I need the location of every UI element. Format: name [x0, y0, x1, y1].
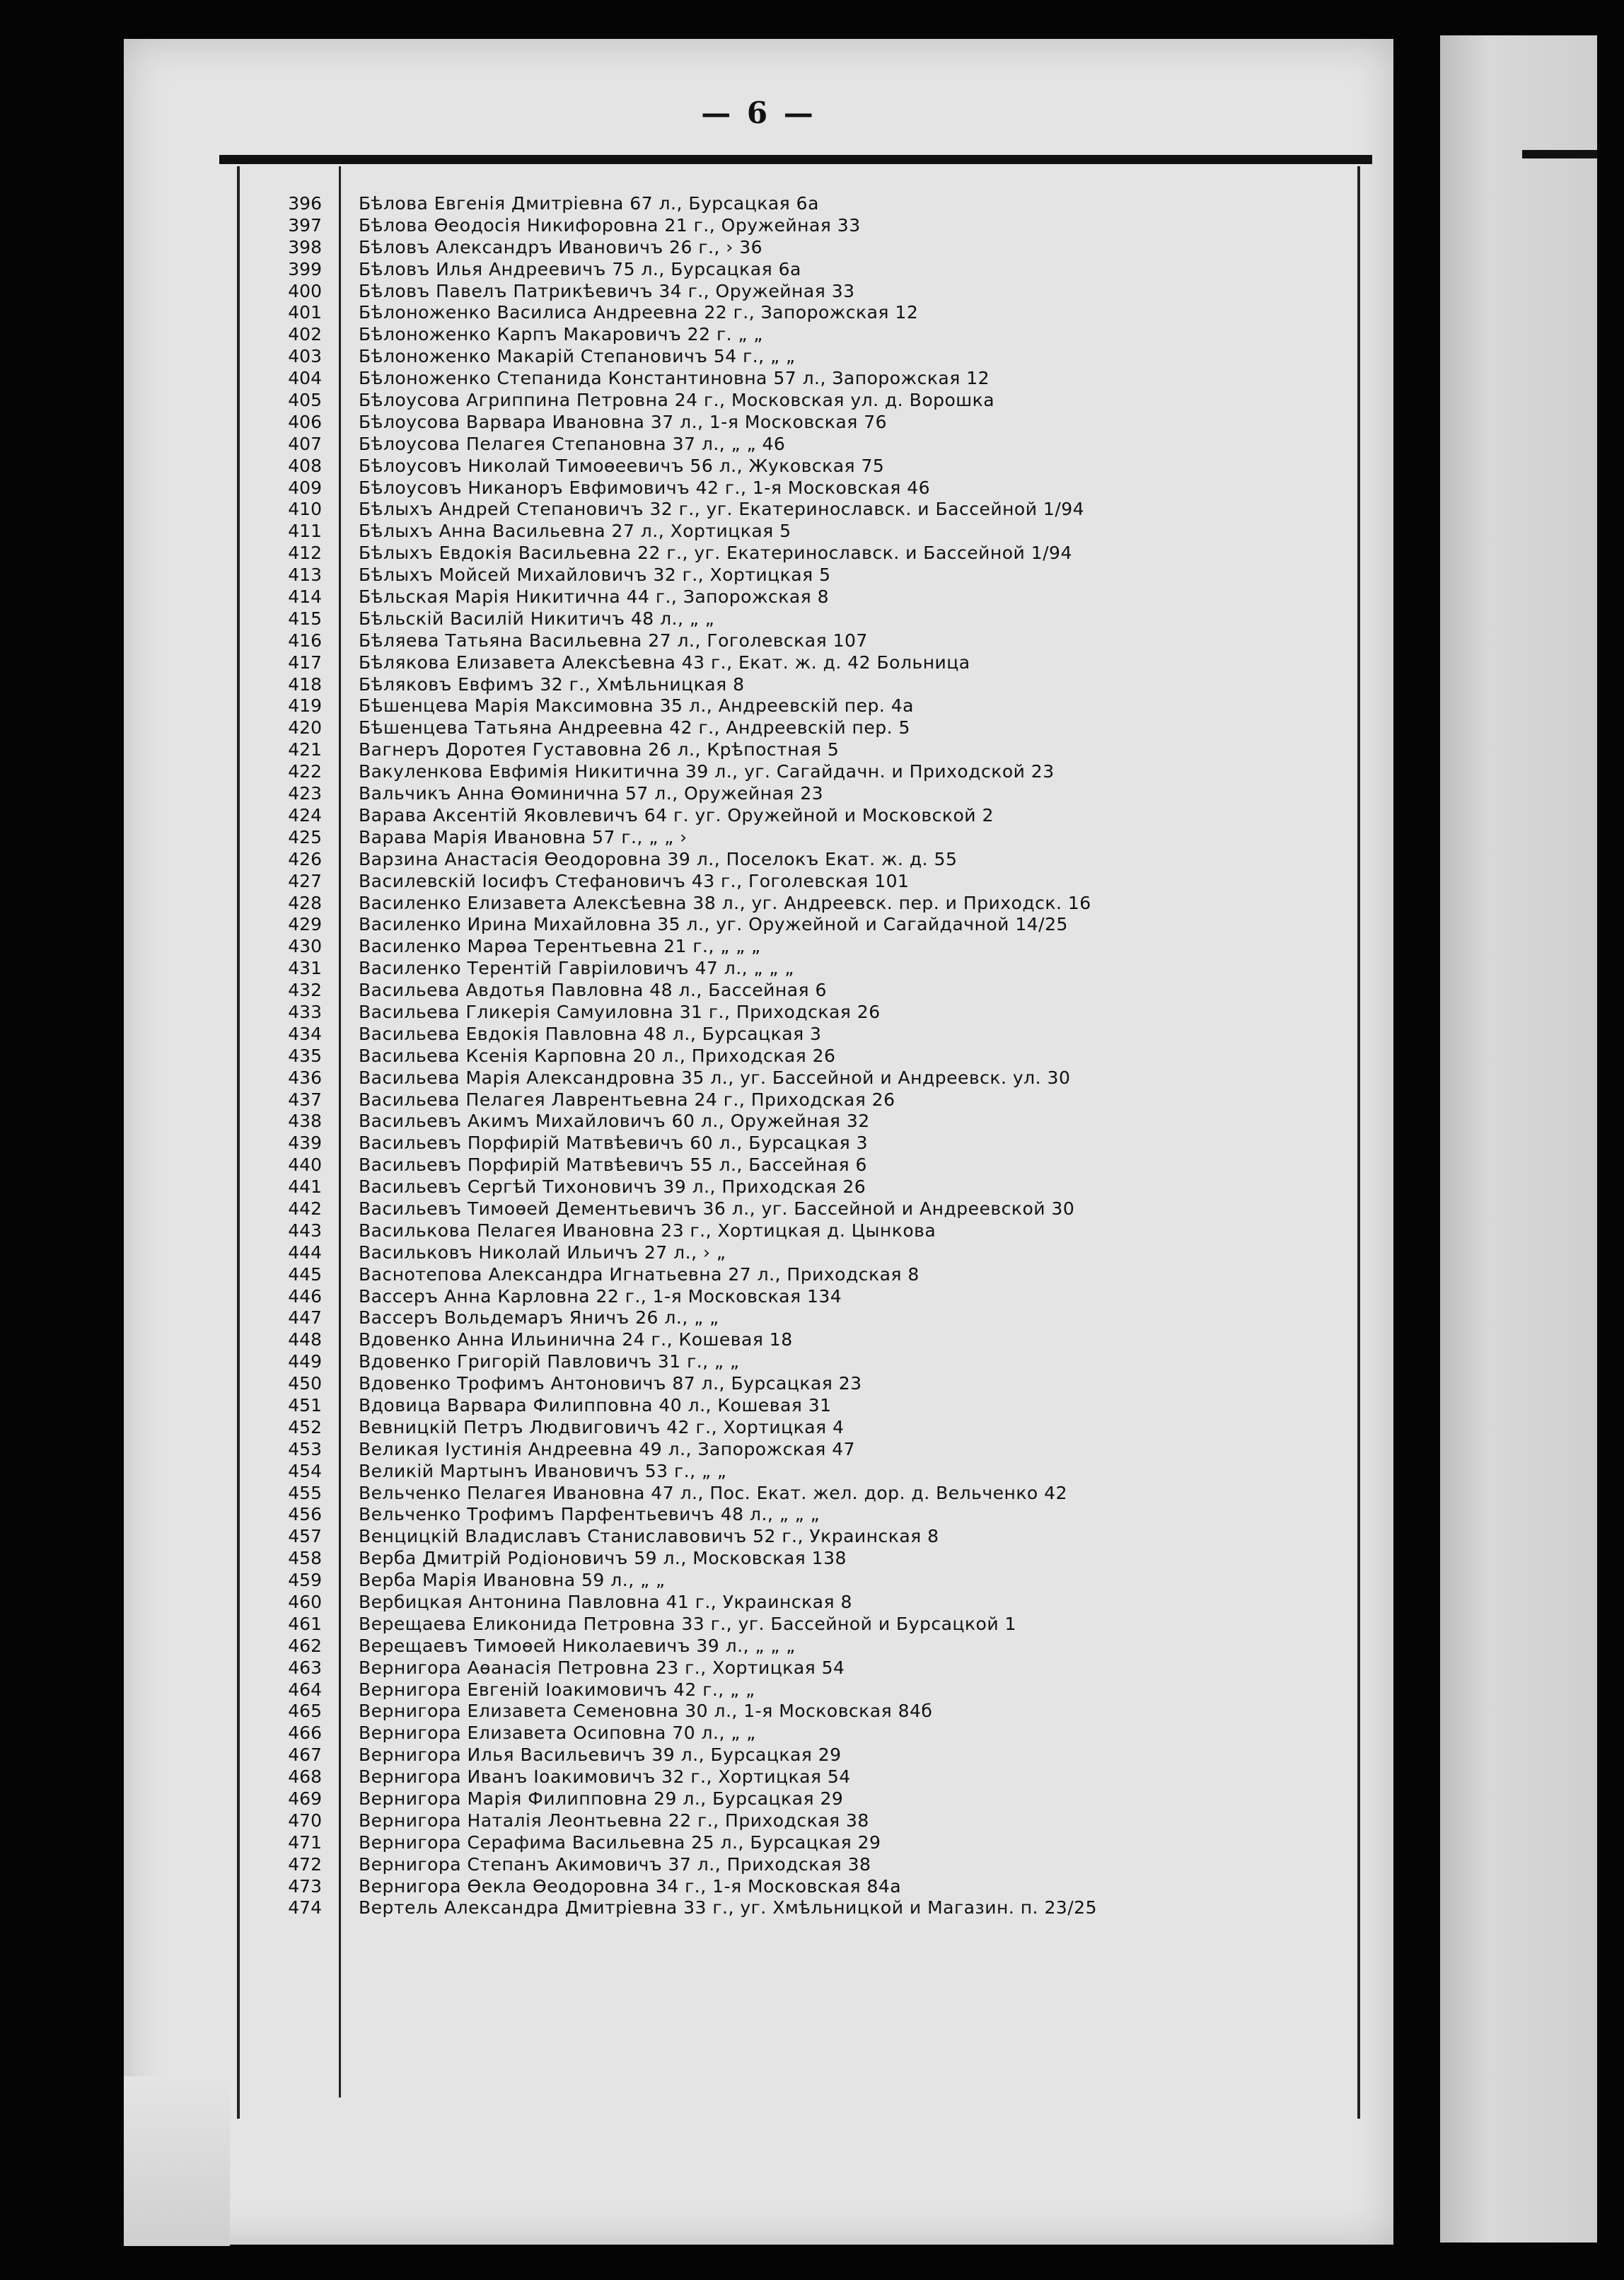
entry-number: 447 [288, 1307, 322, 1329]
table-row [237, 1439, 1340, 1461]
table-row [237, 1089, 1340, 1111]
entry-text: Васильева Марія Александровна 35 л., уг. Бассейной и Андреевск. ул. 30 [359, 1067, 1071, 1088]
entry-number: 411 [288, 521, 322, 542]
table-row [237, 1046, 1340, 1067]
table-row [237, 608, 1340, 630]
entry-text: Вернигора Наталія Леонтьевна 22 г., Приходская 38 [359, 1810, 869, 1831]
table-row [237, 586, 1340, 608]
entry-number: 449 [288, 1351, 322, 1372]
entry-number: 456 [288, 1504, 322, 1525]
entry-number: 438 [288, 1111, 322, 1132]
entry-text: Бѣлоусова Варвара Ивановна 37 л., 1-я Московская 76 [359, 411, 888, 432]
table-row [237, 1810, 1340, 1832]
table-row [237, 1854, 1340, 1876]
entry-text: Бѣлыхъ Мойсей Михайловичъ 32 г., Хортицкая 5 [359, 565, 831, 586]
entry-number: 403 [288, 346, 322, 367]
entry-number: 435 [288, 1045, 322, 1066]
document-page [124, 39, 1393, 2245]
entry-text: Бѣлоусовъ Николай Тимоѳеевичъ 56 л., Жуковская 75 [359, 455, 885, 476]
table-row [237, 1526, 1340, 1548]
table-row [237, 1766, 1340, 1788]
table-row [237, 1024, 1340, 1046]
table-row [237, 1723, 1340, 1744]
table-row [237, 1067, 1340, 1089]
entry-number: 416 [288, 630, 322, 651]
entry-number: 423 [288, 783, 322, 804]
entry-number: 422 [288, 761, 322, 782]
entry-number: 455 [288, 1482, 322, 1503]
entry-text: Вевницкій Петръ Людвиговичъ 42 г., Хортицкая 4 [359, 1416, 845, 1437]
adjacent-page-edge [1440, 35, 1597, 2243]
table-row [237, 1548, 1340, 1570]
entry-text: Варзина Анастасія Ѳеодоровна 39 л., Поселокъ Екат. ж. д. 55 [359, 848, 958, 869]
table-row [237, 761, 1340, 783]
table-row [237, 1198, 1340, 1220]
entry-text: Вернигора Аѳанасія Петровна 23 г., Хортицкая 54 [359, 1657, 845, 1678]
entry-text: Бѣловъ Александръ Ивановичъ 26 г., › 36 [359, 236, 763, 257]
entry-text: Василевскій Іосифъ Стефановичъ 43 г., Гоголевская 101 [359, 870, 910, 891]
table-row [237, 871, 1340, 893]
table-row [237, 1788, 1340, 1810]
table-row [237, 1395, 1340, 1417]
entry-number: 469 [288, 1788, 322, 1810]
entry-text: Бѣшенцева Марія Максимовна 35 л., Андреевскій пер. 4а [359, 695, 914, 717]
entry-text: Вернигора Елизавета Осиповна 70 л., „ „ [359, 1723, 756, 1744]
entry-text: Бѣльская Марія Никитична 44 г., Запорожская 8 [359, 586, 830, 608]
entry-text: Вернигора Евгеній Іоакимовичъ 42 г., „ „ [359, 1679, 755, 1700]
entry-number: 405 [288, 390, 322, 411]
table-row [237, 1417, 1340, 1439]
entry-text: Васильковъ Николай Ильичъ 27 л., › „ [359, 1242, 726, 1263]
entry-number: 473 [288, 1875, 322, 1897]
entry-text: Бѣлоусова Пелагея Степановна 37 л., „ „ 46 [359, 433, 786, 454]
table-row [237, 1176, 1340, 1198]
table-row [237, 368, 1340, 390]
entry-text: Вельченко Трофимъ Парфентьевичъ 48 л., „ „ „ [359, 1504, 820, 1525]
entry-text: Вернигора Илья Васильевичъ 39 л., Бурсацкая 29 [359, 1744, 842, 1766]
entry-text: Васильевъ Тимоѳей Дементьевичъ 36 л., уг. Бассейной и Андреевской 30 [359, 1198, 1075, 1219]
entry-text: Васильевъ Порфирій Матвѣевичъ 60 л., Бурсацкая 3 [359, 1133, 869, 1154]
entry-number: 460 [288, 1592, 322, 1612]
entry-number: 397 [288, 214, 322, 236]
table-row [237, 1614, 1340, 1636]
entry-number: 398 [288, 236, 322, 257]
entry-text: Вдовенко Трофимъ Антоновичъ 87 л., Бурсацкая 23 [359, 1373, 862, 1394]
entry-number: 415 [288, 608, 322, 629]
entry-number: 471 [288, 1831, 322, 1853]
entry-number: 406 [288, 411, 322, 432]
entry-text: Бѣловъ Павелъ Патрикѣевичъ 34 г., Оружейная 33 [359, 280, 855, 301]
table-row [237, 893, 1340, 915]
entry-text: Бѣляковъ Евфимъ 32 г., Хмѣльницкая 8 [359, 673, 745, 695]
entry-number: 451 [288, 1394, 322, 1416]
entry-text: Бѣлыхъ Евдокія Васильевна 22 г., уг. Екатеринославск. и Бассейной 1/94 [359, 543, 1072, 564]
entry-text: Великій Мартынъ Ивановичъ 53 г., „ „ [359, 1460, 727, 1481]
entry-number: 467 [288, 1744, 322, 1766]
table-row [237, 980, 1340, 1002]
entry-number: 421 [288, 739, 322, 760]
entry-text: Верба Дмитрій Родіоновичъ 59 л., Московская 138 [359, 1548, 847, 1569]
entry-text: Бѣлоноженко Степанида Константиновна 57 л., Запорожская 12 [359, 368, 990, 389]
table-row [237, 652, 1340, 674]
entry-text: Вернигора Елизавета Семеновна 30 л., 1-я Московская 84б [359, 1701, 933, 1722]
entry-text: Бѣловъ Илья Андреевичъ 75 л., Бурсацкая 6а [359, 258, 801, 279]
entry-text: Бѣльскій Василій Никитичъ 48 л., „ „ [359, 608, 715, 629]
entry-text: Вдовенко Анна Ильинична 24 г., Кошевая 18 [359, 1329, 793, 1350]
entry-text: Верещаева Еликонида Петровна 33 г., уг. Бассейной и Бурсацкой 1 [359, 1613, 1016, 1634]
entry-text: Вернигора Марія Филипповна 29 л., Бурсацкая 29 [359, 1788, 844, 1810]
table-row [237, 1483, 1340, 1505]
entry-text: Васильева Ксенія Карповна 20 л., Приходская 26 [359, 1045, 836, 1066]
entry-text: Бѣлыхъ Андрей Степановичъ 32 г., уг. Екатеринославск. и Бассейной 1/94 [359, 499, 1085, 520]
entry-text: Васильева Гликерія Самуиловна 31 г., Приходская 26 [359, 1001, 881, 1022]
table-row [237, 1264, 1340, 1286]
table-row [237, 1351, 1340, 1373]
entry-number: 453 [288, 1438, 322, 1459]
entry-number: 470 [288, 1810, 322, 1831]
table-row [237, 1657, 1340, 1679]
entry-text: Васильева Авдотья Павловна 48 л., Бассейная 6 [359, 980, 827, 1001]
entry-text: Верба Марія Ивановна 59 л., „ „ [359, 1570, 666, 1591]
entry-text: Васильева Пелагея Лаврентьевна 24 г., Приходская 26 [359, 1089, 895, 1110]
entry-number: 452 [288, 1416, 322, 1437]
entries-list [237, 193, 1340, 1919]
entry-number: 408 [288, 455, 322, 476]
header-rule [219, 155, 1372, 164]
entry-text: Великая Іустинія Андреевна 49 л., Запорожская 47 [359, 1438, 856, 1459]
entry-text: Васильевъ Порфирій Матвѣевичъ 55 л., Бассейная 6 [359, 1155, 867, 1176]
entry-text: Василенко Марѳа Терентьевна 21 г., „ „ „ [359, 936, 761, 957]
entry-text: Бѣлова Евгенія Дмитріевна 67 л., Бурсацкая 6а [359, 193, 819, 214]
entry-text: Вассеръ Анна Карловна 22 г., 1-я Московская 134 [359, 1285, 842, 1307]
entry-number: 414 [288, 586, 322, 608]
table-row [237, 346, 1340, 368]
entry-number: 412 [288, 543, 322, 564]
entry-number: 464 [288, 1679, 322, 1700]
entry-number: 459 [288, 1570, 322, 1591]
table-row [237, 849, 1340, 871]
table-row [237, 193, 1340, 215]
table-row [237, 1286, 1340, 1308]
entry-number: 465 [288, 1701, 322, 1722]
entry-text: Бѣлоусова Агриппина Петровна 24 г., Московская ул. д. Ворошка [359, 390, 995, 411]
table-row [237, 478, 1340, 499]
entry-number: 458 [288, 1548, 322, 1569]
entry-number: 445 [288, 1263, 322, 1285]
table-row [237, 521, 1340, 543]
entry-number: 444 [288, 1242, 322, 1263]
table-row [237, 412, 1340, 434]
entry-number: 404 [288, 368, 322, 389]
table-row [237, 630, 1340, 652]
entry-number: 409 [288, 477, 322, 498]
entry-number: 474 [288, 1897, 322, 1919]
entry-text: Венцицкій Владиславъ Станиславовичъ 52 г., Украинская 8 [359, 1526, 939, 1547]
entry-number: 457 [288, 1526, 322, 1547]
entry-text: Вернигора Степанъ Акимовичъ 37 л., Приходская 38 [359, 1853, 871, 1875]
entry-number: 437 [288, 1089, 322, 1110]
entry-text: Вертель Александра Дмитріевна 33 г., уг. Хмѣльницкой и Магазин. п. 23/25 [359, 1897, 1097, 1919]
table-row [237, 499, 1340, 521]
table-row [237, 237, 1340, 259]
table-row [237, 281, 1340, 303]
entry-number: 396 [288, 193, 322, 214]
entry-number: 463 [288, 1657, 322, 1678]
table-row [237, 1133, 1340, 1155]
entry-text: Вдовица Варвара Филипповна 40 л., Кошевая 31 [359, 1394, 832, 1416]
entry-number: 442 [288, 1198, 322, 1219]
table-row [237, 739, 1340, 761]
table-row [237, 1329, 1340, 1351]
table-row [237, 565, 1340, 586]
entry-number: 461 [288, 1613, 322, 1634]
entry-number: 443 [288, 1220, 322, 1241]
entry-number: 439 [288, 1133, 322, 1154]
table-row [237, 1111, 1340, 1133]
entry-number: 472 [288, 1853, 322, 1875]
table-row [237, 1832, 1340, 1854]
entry-number: 418 [288, 673, 322, 695]
entry-text: Васильевъ Сергѣй Тихоновичъ 39 л., Приходская 26 [359, 1176, 866, 1198]
entry-number: 448 [288, 1329, 322, 1350]
table-row [237, 805, 1340, 827]
entry-number: 424 [288, 804, 322, 826]
table-row [237, 324, 1340, 346]
entry-number: 426 [288, 848, 322, 869]
table-row [237, 674, 1340, 696]
table-row [237, 1155, 1340, 1176]
entry-number: 429 [288, 914, 322, 935]
entry-text: Василенко Терентій Гавріиловичъ 47 л., „ „ „ [359, 958, 794, 979]
entry-text: Вернигора Серафима Васильевна 25 л., Бурсацкая 29 [359, 1831, 881, 1853]
entry-text: Васильева Евдокія Павловна 48 л., Бурсацкая 3 [359, 1023, 822, 1044]
table-row [237, 1373, 1340, 1395]
entry-text: Вакуленкова Евфимія Никитична 39 л., уг. Сагайдачн. и Приходской 23 [359, 761, 1055, 782]
table-row [237, 695, 1340, 717]
entry-number: 413 [288, 565, 322, 586]
table-row [237, 215, 1340, 237]
table-row [237, 1570, 1340, 1592]
entry-number: 410 [288, 499, 322, 520]
table-row [237, 1897, 1340, 1919]
table-row [237, 1744, 1340, 1766]
table-row [237, 717, 1340, 739]
entry-number: 427 [288, 870, 322, 891]
page-number: — 6 — [701, 96, 816, 130]
table-row [237, 1307, 1340, 1329]
entry-text: Василькова Пелагея Ивановна 23 г., Хортицкая д. Цынкова [359, 1220, 936, 1241]
torn-corner [124, 2076, 230, 2246]
table-row [237, 914, 1340, 936]
entry-text: Варава Аксентій Яковлевичъ 64 г. уг. Оружейной и Московской 2 [359, 804, 994, 826]
entry-number: 462 [288, 1635, 322, 1656]
table-row [237, 302, 1340, 324]
entry-number: 432 [288, 980, 322, 1001]
entry-text: Бѣлоноженко Карпъ Макаровичъ 22 г. „ „ [359, 324, 763, 345]
table-row [237, 1592, 1340, 1614]
entry-number: 401 [288, 302, 322, 323]
entry-number: 436 [288, 1067, 322, 1088]
entry-number: 466 [288, 1723, 322, 1744]
entry-text: Вернигора Иванъ Іоакимовичъ 32 г., Хортицкая 54 [359, 1766, 851, 1788]
entry-text: Вернигора Ѳекла Ѳеодоровна 34 г., 1-я Московская 84а [359, 1875, 902, 1897]
table-row [237, 434, 1340, 456]
table-row [237, 543, 1340, 565]
table-row [237, 1002, 1340, 1024]
table-row [237, 827, 1340, 849]
entry-text: Бѣлякова Елизавета Алексѣевна 43 г., Екат. ж. д. 42 Больница [359, 652, 970, 673]
entry-text: Варава Марія Ивановна 57 г., „ „ › [359, 826, 688, 847]
table-row [237, 1636, 1340, 1657]
entry-number: 446 [288, 1285, 322, 1307]
table-row [237, 1220, 1340, 1242]
entry-number: 407 [288, 433, 322, 454]
entry-text: Вассеръ Вольдемаръ Яничъ 26 л., „ „ [359, 1307, 719, 1329]
entry-text: Вельченко Пелагея Ивановна 47 л., Пос. Екат. жел. дор. д. Вельченко 42 [359, 1482, 1067, 1503]
table-row [237, 1242, 1340, 1264]
table-row [237, 259, 1340, 281]
entry-number: 425 [288, 826, 322, 847]
entry-text: Вдовенко Григорій Павловичъ 31 г., „ „ [359, 1351, 740, 1372]
entry-text: Бѣляева Татьяна Васильевна 27 л., Гоголевская 107 [359, 630, 868, 651]
entry-text: Васнотепова Александра Игнатьевна 27 л., Приходская 8 [359, 1263, 920, 1285]
entry-text: Вербицкая Антонина Павловна 41 г., Украинская 8 [359, 1592, 852, 1612]
entry-text: Васильевъ Акимъ Михайловичъ 60 л., Оружейная 32 [359, 1111, 870, 1132]
entry-number: 428 [288, 892, 322, 913]
table-row [237, 958, 1340, 980]
table-row [237, 936, 1340, 958]
entry-text: Бѣлоусовъ Никаноръ Евфимовичъ 42 г., 1-я Московская 46 [359, 477, 931, 498]
entry-text: Василенко Елизавета Алексѣевна 38 л., уг. Андреевск. пер. и Приходск. 16 [359, 892, 1091, 913]
entry-text: Бѣлова Ѳеодосія Никифоровна 21 г., Оружейная 33 [359, 214, 861, 236]
entry-number: 402 [288, 324, 322, 345]
entry-number: 440 [288, 1155, 322, 1176]
entry-number: 433 [288, 1001, 322, 1022]
table-row [237, 1701, 1340, 1723]
entry-number: 417 [288, 652, 322, 673]
entry-number: 468 [288, 1766, 322, 1788]
table-row [237, 390, 1340, 412]
entry-text: Бѣлоноженко Василиса Андреевна 22 г., Запорожская 12 [359, 302, 919, 323]
table-row [237, 456, 1340, 478]
adjacent-page-rule [1522, 150, 1597, 158]
entry-number: 430 [288, 936, 322, 957]
entry-number: 434 [288, 1023, 322, 1044]
entry-text: Бѣлоноженко Макарій Степановичъ 54 г., „ „ [359, 346, 796, 367]
table-row [237, 1876, 1340, 1898]
entry-number: 399 [288, 258, 322, 279]
entry-number: 420 [288, 717, 322, 739]
table-row [237, 1504, 1340, 1526]
entry-number: 431 [288, 958, 322, 979]
entry-text: Вагнеръ Доротея Густавовна 26 л., Крѣпостная 5 [359, 739, 840, 760]
entry-text: Бѣшенцева Татьяна Андреевна 42 г., Андреевскій пер. 5 [359, 717, 910, 739]
entry-text: Верещаевъ Тимоѳей Николаевичъ 39 л., „ „ „ [359, 1635, 796, 1656]
entry-text: Василенко Ирина Михайловна 35 л., уг. Оружейной и Сагайдачной 14/25 [359, 914, 1068, 935]
table-row [237, 1679, 1340, 1701]
entry-text: Вальчикъ Анна Ѳоминична 57 л., Оружейная 23 [359, 783, 824, 804]
entry-number: 419 [288, 695, 322, 717]
entry-number: 441 [288, 1176, 322, 1198]
entry-number: 400 [288, 280, 322, 301]
entry-number: 454 [288, 1460, 322, 1481]
entry-text: Бѣлыхъ Анна Васильевна 27 л., Хортицкая 5 [359, 521, 791, 542]
entry-number: 450 [288, 1373, 322, 1394]
table-row [237, 1461, 1340, 1483]
table-row [237, 783, 1340, 805]
